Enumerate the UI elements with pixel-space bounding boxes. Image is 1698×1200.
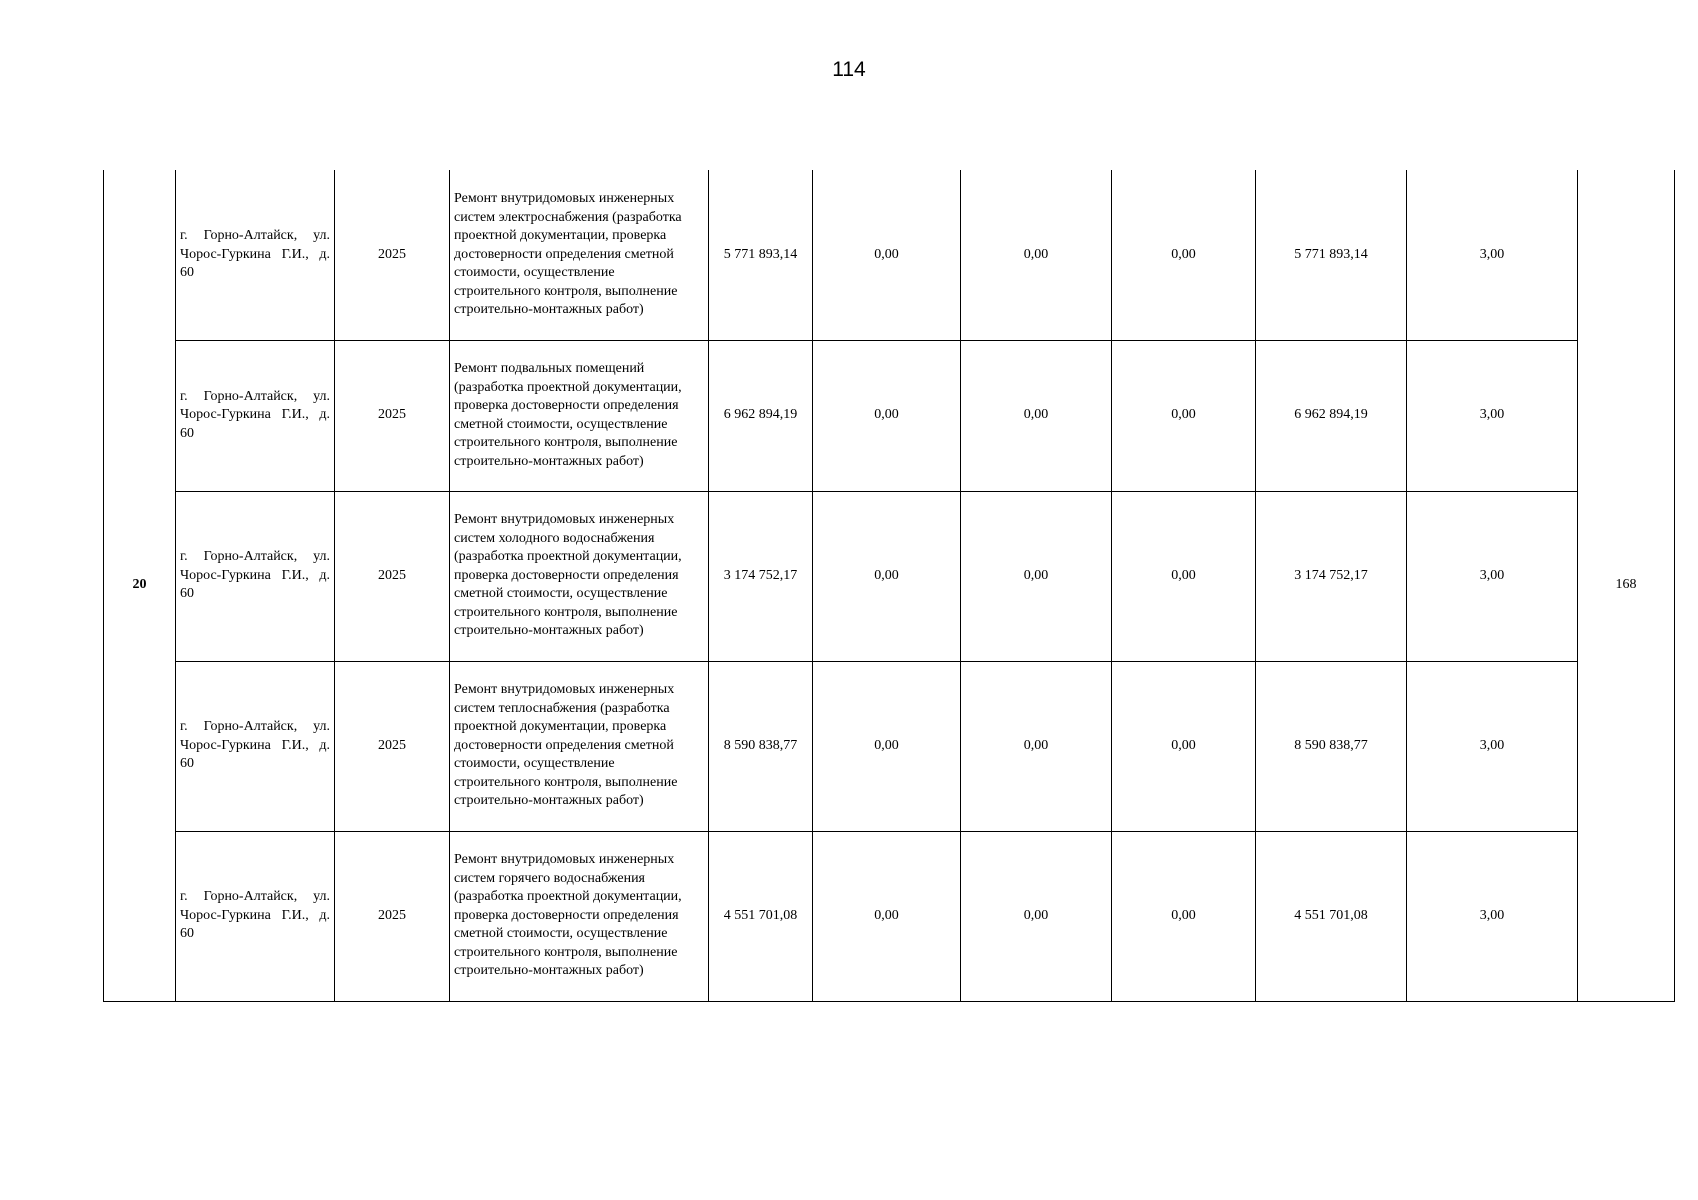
work-description-cell: Ремонт внутридомовых инженерных систем теплоснабжения (разработка проектной документации, проверка достоверности определения сметной стоимости, осуществление строительного контроля, выполнение строительно-монтажных работ): [450, 661, 709, 831]
value-cell: 0,00: [961, 340, 1112, 491]
year-cell: 2025: [335, 491, 450, 661]
table-row: [104, 340, 1675, 491]
group-last-value: 168: [1578, 170, 1675, 1001]
value-cell: 0,00: [961, 170, 1112, 340]
value-cell: 0,00: [813, 340, 961, 491]
year-cell: 2025: [335, 340, 450, 491]
value-cell: 0,00: [961, 491, 1112, 661]
value-cell: 0,00: [813, 831, 961, 1001]
value-cell: 3,00: [1407, 340, 1578, 491]
total-cell: 5 771 893,14: [1256, 170, 1407, 340]
value-cell: 0,00: [813, 661, 961, 831]
address-cell: г. Горно-Алтайск, ул. Чорос-Гуркина Г.И., д. 60: [176, 491, 335, 661]
cost-cell: 4 551 701,08: [709, 831, 813, 1001]
table-row: [104, 661, 1675, 831]
cost-cell: 5 771 893,14: [709, 170, 813, 340]
repair-works-table: [103, 170, 1675, 1002]
year-cell: 2025: [335, 170, 450, 340]
table-row: [104, 170, 1675, 340]
address-cell: г. Горно-Алтайск, ул. Чорос-Гуркина Г.И., д. 60: [176, 831, 335, 1001]
address-cell: г. Горно-Алтайск, ул. Чорос-Гуркина Г.И., д. 60: [176, 340, 335, 491]
value-cell: 0,00: [1112, 170, 1256, 340]
table-row: [104, 491, 1675, 661]
table-row: [104, 831, 1675, 1001]
work-description-cell: Ремонт внутридомовых инженерных систем электроснабжения (разработка проектной документации, проверка достоверности определения сметной стоимости, осуществление строительного контроля, выполнение строительно-монтажных работ): [450, 170, 709, 340]
value-cell: 0,00: [961, 661, 1112, 831]
value-cell: 0,00: [1112, 661, 1256, 831]
total-cell: 6 962 894,19: [1256, 340, 1407, 491]
value-cell: 0,00: [961, 831, 1112, 1001]
total-cell: 8 590 838,77: [1256, 661, 1407, 831]
address-cell: г. Горно-Алтайск, ул. Чорос-Гуркина Г.И., д. 60: [176, 170, 335, 340]
address-cell: г. Горно-Алтайск, ул. Чорос-Гуркина Г.И., д. 60: [176, 661, 335, 831]
value-cell: 3,00: [1407, 831, 1578, 1001]
year-cell: 2025: [335, 661, 450, 831]
cost-cell: 8 590 838,77: [709, 661, 813, 831]
page-number: 114: [832, 58, 866, 81]
group-number: 20: [104, 170, 176, 1001]
value-cell: 3,00: [1407, 491, 1578, 661]
value-cell: 3,00: [1407, 661, 1578, 831]
cost-cell: 6 962 894,19: [709, 340, 813, 491]
total-cell: 4 551 701,08: [1256, 831, 1407, 1001]
cost-cell: 3 174 752,17: [709, 491, 813, 661]
value-cell: 0,00: [1112, 831, 1256, 1001]
year-cell: 2025: [335, 831, 450, 1001]
value-cell: 0,00: [1112, 491, 1256, 661]
work-description-cell: Ремонт внутридомовых инженерных систем холодного водоснабжения (разработка проектной документации, проверка достоверности определения сметной стоимости, осуществление строительного контроля, выполнение строительно-монтажных работ): [450, 491, 709, 661]
value-cell: 3,00: [1407, 170, 1578, 340]
total-cell: 3 174 752,17: [1256, 491, 1407, 661]
value-cell: 0,00: [813, 170, 961, 340]
work-description-cell: Ремонт подвальных помещений (разработка проектной документации, проверка достоверности определения сметной стоимости, осуществление строительного контроля, выполнение строительно-монтажных работ): [450, 340, 709, 491]
value-cell: 0,00: [1112, 340, 1256, 491]
work-description-cell: Ремонт внутридомовых инженерных систем горячего водоснабжения (разработка проектной документации, проверка достоверности определения сметной стоимости, осуществление строительного контроля, выполнение строительно-монтажных работ): [450, 831, 709, 1001]
value-cell: 0,00: [813, 491, 961, 661]
